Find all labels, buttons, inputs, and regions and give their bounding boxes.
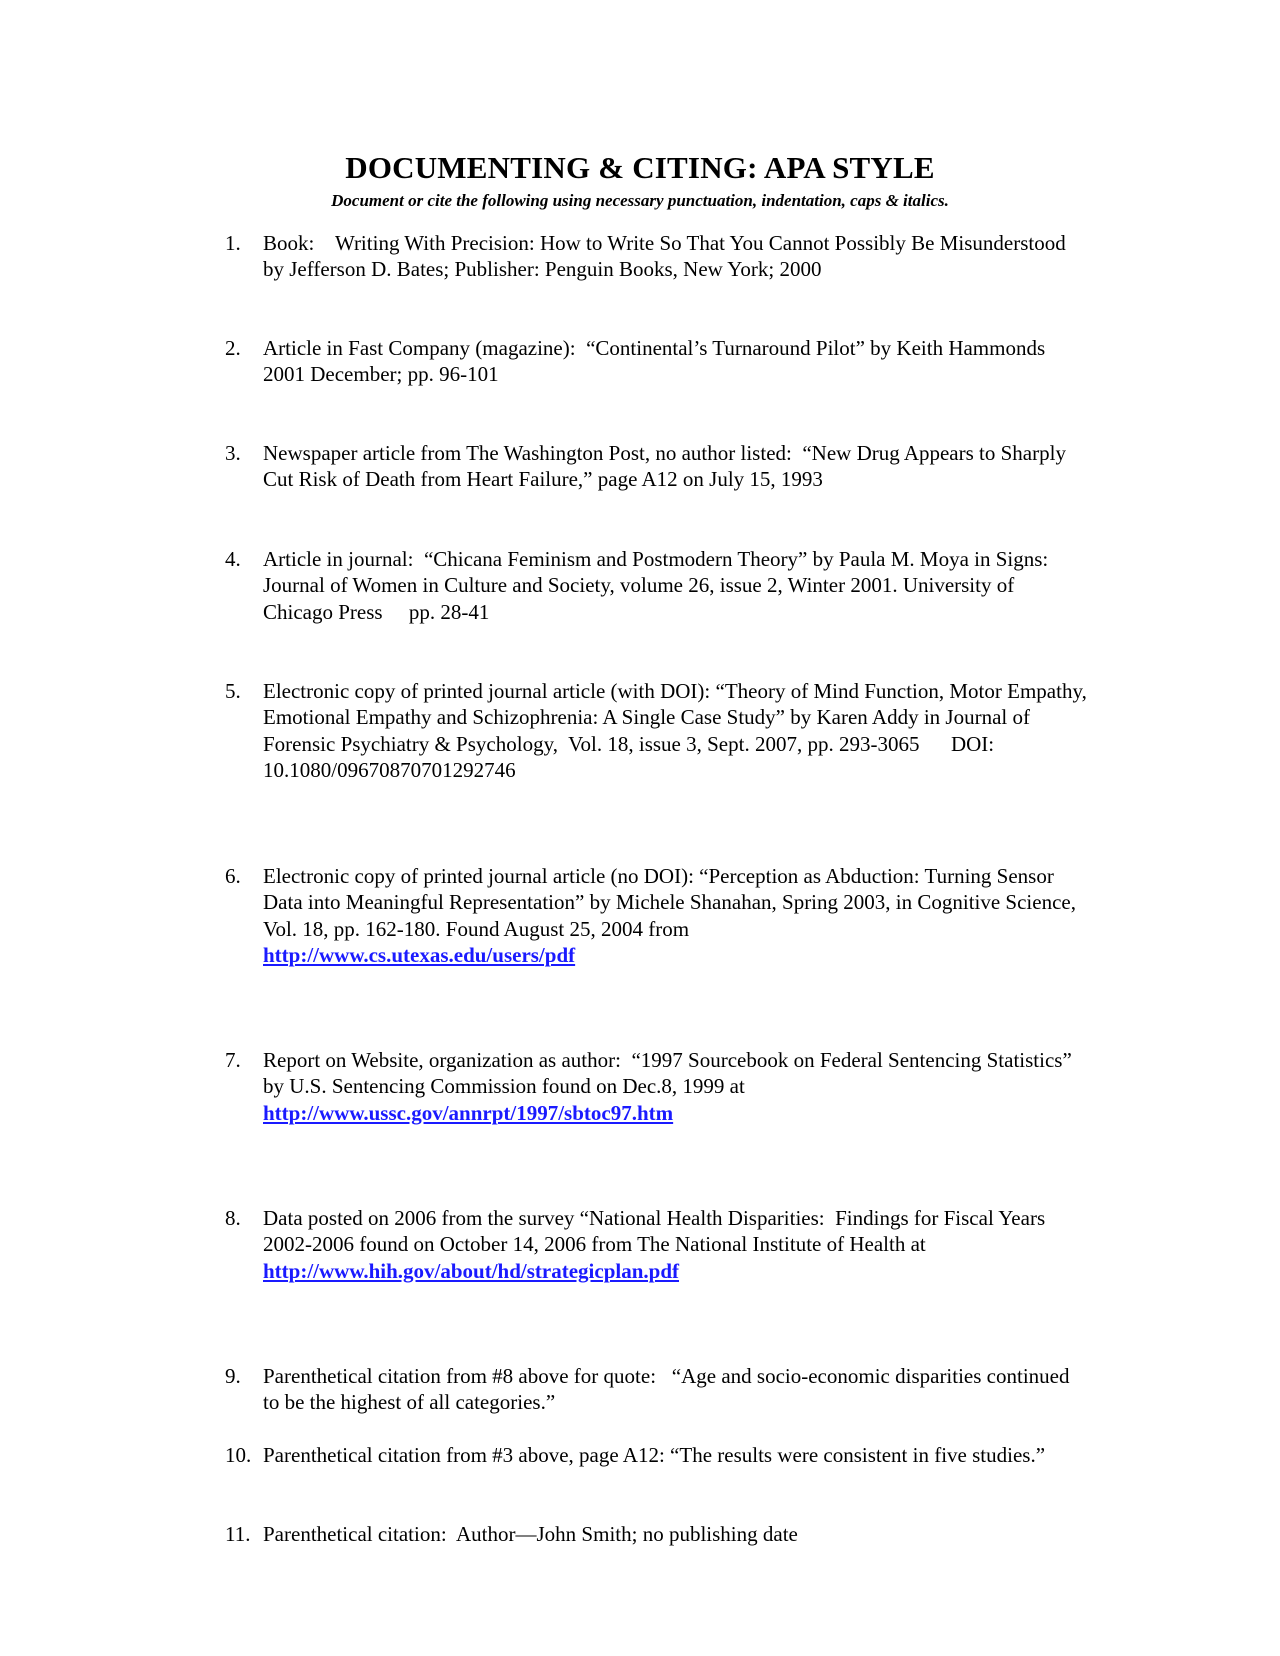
item-number: 6. [225, 864, 241, 888]
item-text: Book: Writing With Precision: How to Write So That You Cannot Possibly Be Misunderstood by Jefferson D. Bates; Publisher: Penguin Books, New York; 2000 [263, 231, 1071, 282]
item-text [263, 863, 1088, 968]
item-text-body: Electronic copy of printed journal article (no DOI): “Perception as Abduction: Turning Sensor Data into Meaningful Representation” by Michele Shanahan, Spring 2003, in Cognitive Science, Vol. 18, pp. 162-180. Found August 25, 2004 from [263, 864, 1081, 941]
source-url-link[interactable]: http://www.cs.utexas.edu/users/pdf [263, 942, 576, 967]
item-text: Parenthetical citation: Author—John Smith; no publishing date [263, 1522, 798, 1546]
source-url-link[interactable]: http://www.ussc.gov/annrpt/1997/sbtoc97.htm [263, 1100, 674, 1125]
item-number: 4. [225, 547, 241, 571]
item-text: Parenthetical citation from #3 above, page A12: “The results were consistent in five studies.” [263, 1443, 1046, 1467]
item-number: 1. [225, 231, 241, 255]
item-text-body: Data posted on 2006 from the survey “National Health Disparities: Findings for Fiscal Years 2002-2006 found on October 14, 2006 from The National Institute of Health at [263, 1206, 1051, 1257]
item-number: 3. [225, 441, 241, 465]
item-number: 2. [225, 336, 241, 360]
item-number: 5. [225, 679, 241, 703]
item-text [263, 1047, 1088, 1126]
item-text: Article in journal: “Chicana Feminism and Postmodern Theory” by Paula M. Moya in Signs: Journal of Women in Culture and Society, volume 26, issue 2, Winter 2001. University of Chicago Press pp. 28-41 [263, 547, 1054, 624]
item-number: 11. [225, 1522, 251, 1546]
instructions-subtitle: Document or cite the following using necessary punctuation, indentation, caps & italics. [331, 191, 949, 210]
item-text: Electronic copy of printed journal article (with DOI): “Theory of Mind Function, Motor Empathy, Emotional Empathy and Schizophrenia: A Single Case Study” by Karen Addy in Journal of Forensic Psychiatry & Psychology, Vol. 18, issue 3, Sept. 2007, pp. 293-3065 DOI: 10.1080/09670870701292746 [263, 679, 1093, 782]
item-number: 9. [225, 1364, 241, 1388]
item-text: Newspaper article from The Washington Post, no author listed: “New Drug Appears to Sharply Cut Risk of Death from Heart Failure,” page A12 on July 15, 1993 [263, 441, 1072, 492]
source-url-link[interactable]: http://www.hih.gov/about/hd/strategicplan.pdf [263, 1258, 680, 1283]
item-number: 10. [225, 1443, 252, 1467]
item-text: Article in Fast Company (magazine): “Continental’s Turnaround Pilot” by Keith Hammonds 2001 December; pp. 96-101 [263, 336, 1056, 387]
item-text: Parenthetical citation from #8 above for quote: “Age and socio-economic disparities continued to be the highest of all categories.” [263, 1364, 1075, 1415]
item-text-body: Report on Website, organization as author: “1997 Sourcebook on Federal Sentencing Statistics” by U.S. Sentencing Commission found on Dec.8, 1999 at [263, 1048, 1078, 1099]
item-number: 8. [225, 1206, 241, 1230]
item-text [263, 1205, 1088, 1284]
page-title: DOCUMENTING & CITING: APA STYLE [345, 150, 935, 185]
item-number: 7. [225, 1048, 241, 1072]
